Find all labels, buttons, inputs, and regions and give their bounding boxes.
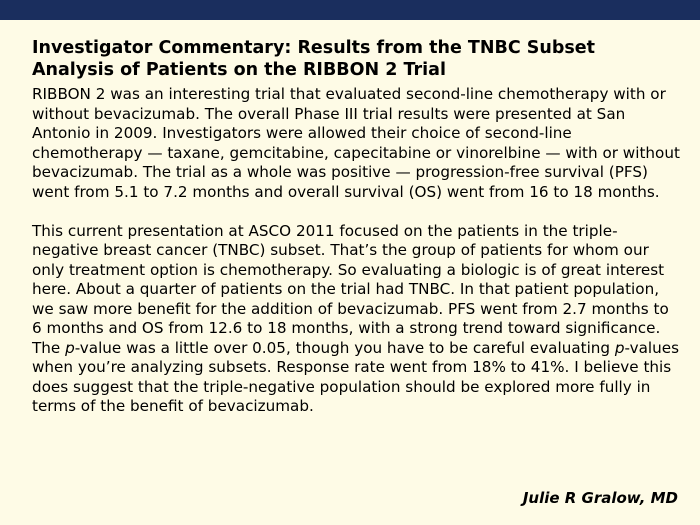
author-name: Julie R Gralow, MD <box>522 489 678 507</box>
paragraph-2-part-2: -value was a little over 0.05, though you have to be careful evaluating <box>74 338 615 357</box>
paragraph-2-part-3: -values when you’re analyzing subsets. Response rate went from 18% to 41%. I believe this does suggest that the triple-negative population should be explored more fully in terms of the benefit of bevacizumab. <box>32 338 680 415</box>
slide-title <box>32 37 682 81</box>
p-value-italic-1: p <box>65 338 75 357</box>
paragraph-1: RIBBON 2 was an interesting trial that evaluated second-line chemotherapy with or without bevacizumab. The overall Phase III trial results were presented at San Antonio in 2009. Investigators were allowed their choice of second-line chemotherapy — taxane, gemcitabine, capecitabine or vinorelbine — with or without bevacizumab. The trial as a whole was positive — progression-free survival (PFS) went from 5.1 to 7.2 months and overall survival (OS) went from 16 to 18 months. <box>32 85 680 201</box>
slide-title-line-1: Investigator Commentary: Results from the TNBC Subset <box>32 38 596 58</box>
paragraph-2-part-1: This current presentation at ASCO 2011 focused on the patients in the triple-negative breast cancer (TNBC) subset. That’s the group of patients for whom our only treatment option is chemotherapy. So evaluating a biologic is of great interest here. About a quarter of patients on the trial had TNBC. In that patient population, we saw more benefit for the addition of bevacizumab. PFS went from 2.7 months to 6 months and OS from 12.6 to 18 months, with a strong trend toward significance. The <box>32 221 669 357</box>
slide-content <box>32 37 682 417</box>
paragraph-2 <box>32 222 682 417</box>
p-value-italic-2: p <box>614 338 625 357</box>
slide-title-line-2: Analysis of Patients on the RIBBON 2 Trial <box>32 60 446 80</box>
top-bar <box>0 0 700 20</box>
